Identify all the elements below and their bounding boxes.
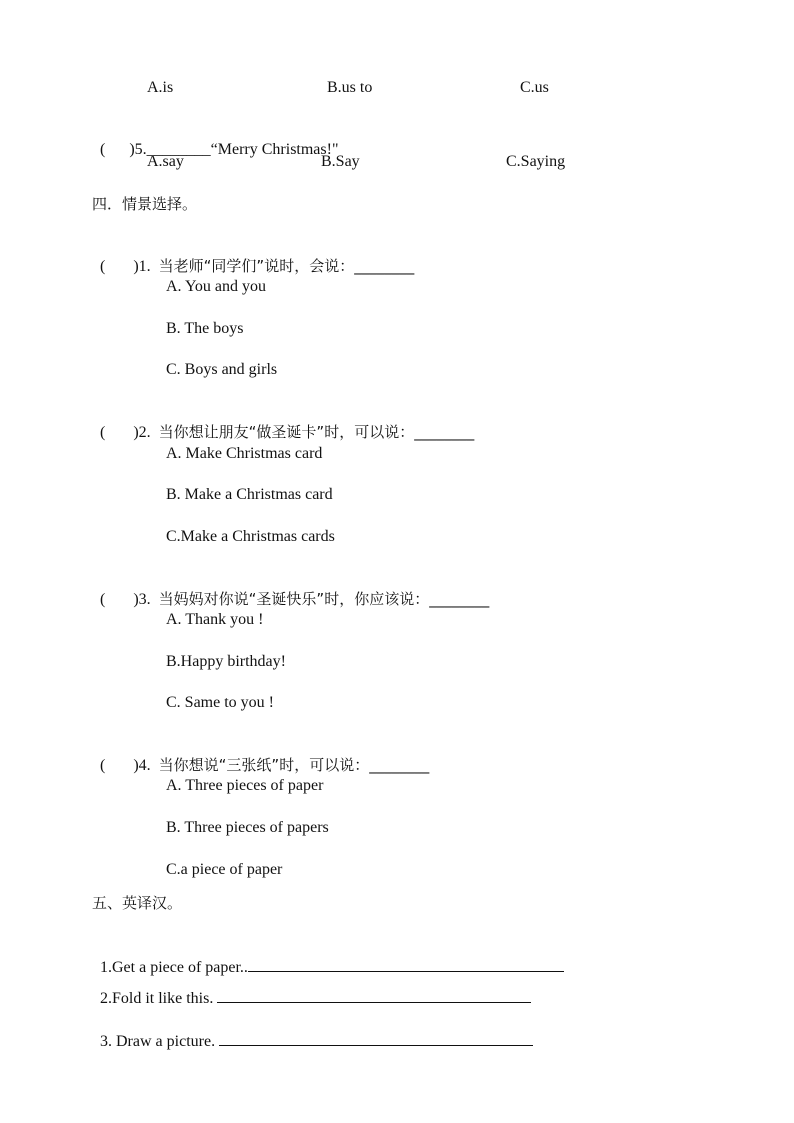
q5-blank: ________ bbox=[146, 141, 211, 158]
s4-q2-prompt: 当你想让朋友“做圣诞卡”时，可以说：________ bbox=[158, 423, 475, 441]
q5-line bbox=[92, 120, 339, 160]
q4-option-c: C.us bbox=[520, 79, 549, 96]
q4-option-b: B.us to bbox=[327, 79, 373, 96]
s4-q4 bbox=[92, 735, 429, 776]
s5-item-1-text: 1.Get a piece of paper.. bbox=[100, 959, 248, 976]
s4-q4-option-c: C.a piece of paper bbox=[166, 861, 283, 878]
q5-paren: ( )5. bbox=[100, 141, 147, 158]
s4-q2-option-c: C.Make a Christmas cards bbox=[166, 528, 335, 545]
s4-q2-num: ( )2. bbox=[100, 424, 151, 441]
s4-q4-num: ( )4. bbox=[100, 757, 151, 774]
s5-item-2 bbox=[92, 968, 531, 1009]
s4-q1-num: ( )1. bbox=[100, 258, 151, 275]
section5-title: 五、英译汉。 bbox=[92, 894, 183, 912]
s5-item-2-text: 2.Fold it like this. bbox=[100, 990, 214, 1007]
q5-text: “Merry Christmas!" bbox=[210, 141, 339, 158]
s5-item-3-text: 3. Draw a picture. bbox=[100, 1033, 216, 1050]
s4-q2 bbox=[92, 402, 474, 443]
s4-q2-option-b: B. Make a Christmas card bbox=[166, 486, 333, 503]
q4-option-a: A.is bbox=[147, 79, 174, 96]
s4-q4-option-a: A. Three pieces of paper bbox=[166, 777, 324, 794]
s4-q1-prompt: 当老师“同学们”说时，会说：________ bbox=[158, 257, 415, 275]
s5-item-2-answer-line bbox=[217, 988, 531, 1003]
s5-item-3-answer-line bbox=[219, 1031, 533, 1046]
q5-option-a: A.say bbox=[147, 153, 184, 170]
s4-q3-num: ( )3. bbox=[100, 591, 151, 608]
s4-q3-option-c: C. Same to you ! bbox=[166, 694, 274, 711]
s4-q1 bbox=[92, 236, 414, 277]
s4-q1-option-a: A. You and you bbox=[166, 278, 267, 295]
s4-q4-prompt: 当你想说“三张纸”时，可以说：________ bbox=[158, 756, 430, 774]
q5-option-c: C.Saying bbox=[506, 153, 566, 170]
s4-q3-prompt: 当妈妈对你说“圣诞快乐”时，你应该说：________ bbox=[158, 590, 490, 608]
s4-q3-option-a: A. Thank you ! bbox=[166, 611, 264, 628]
s5-item-3 bbox=[92, 1011, 533, 1052]
s4-q4-option-b: B. Three pieces of papers bbox=[166, 819, 329, 836]
s4-q2-option-a: A. Make Christmas card bbox=[166, 445, 323, 462]
section4-title: 四．情景选择。 bbox=[92, 195, 198, 213]
s4-q1-option-b: B. The boys bbox=[166, 320, 244, 337]
s4-q1-option-c: C. Boys and girls bbox=[166, 361, 278, 378]
s4-q3 bbox=[92, 569, 489, 610]
q5-option-b: B.Say bbox=[321, 153, 360, 170]
s4-q3-option-b: B.Happy birthday! bbox=[166, 653, 286, 670]
